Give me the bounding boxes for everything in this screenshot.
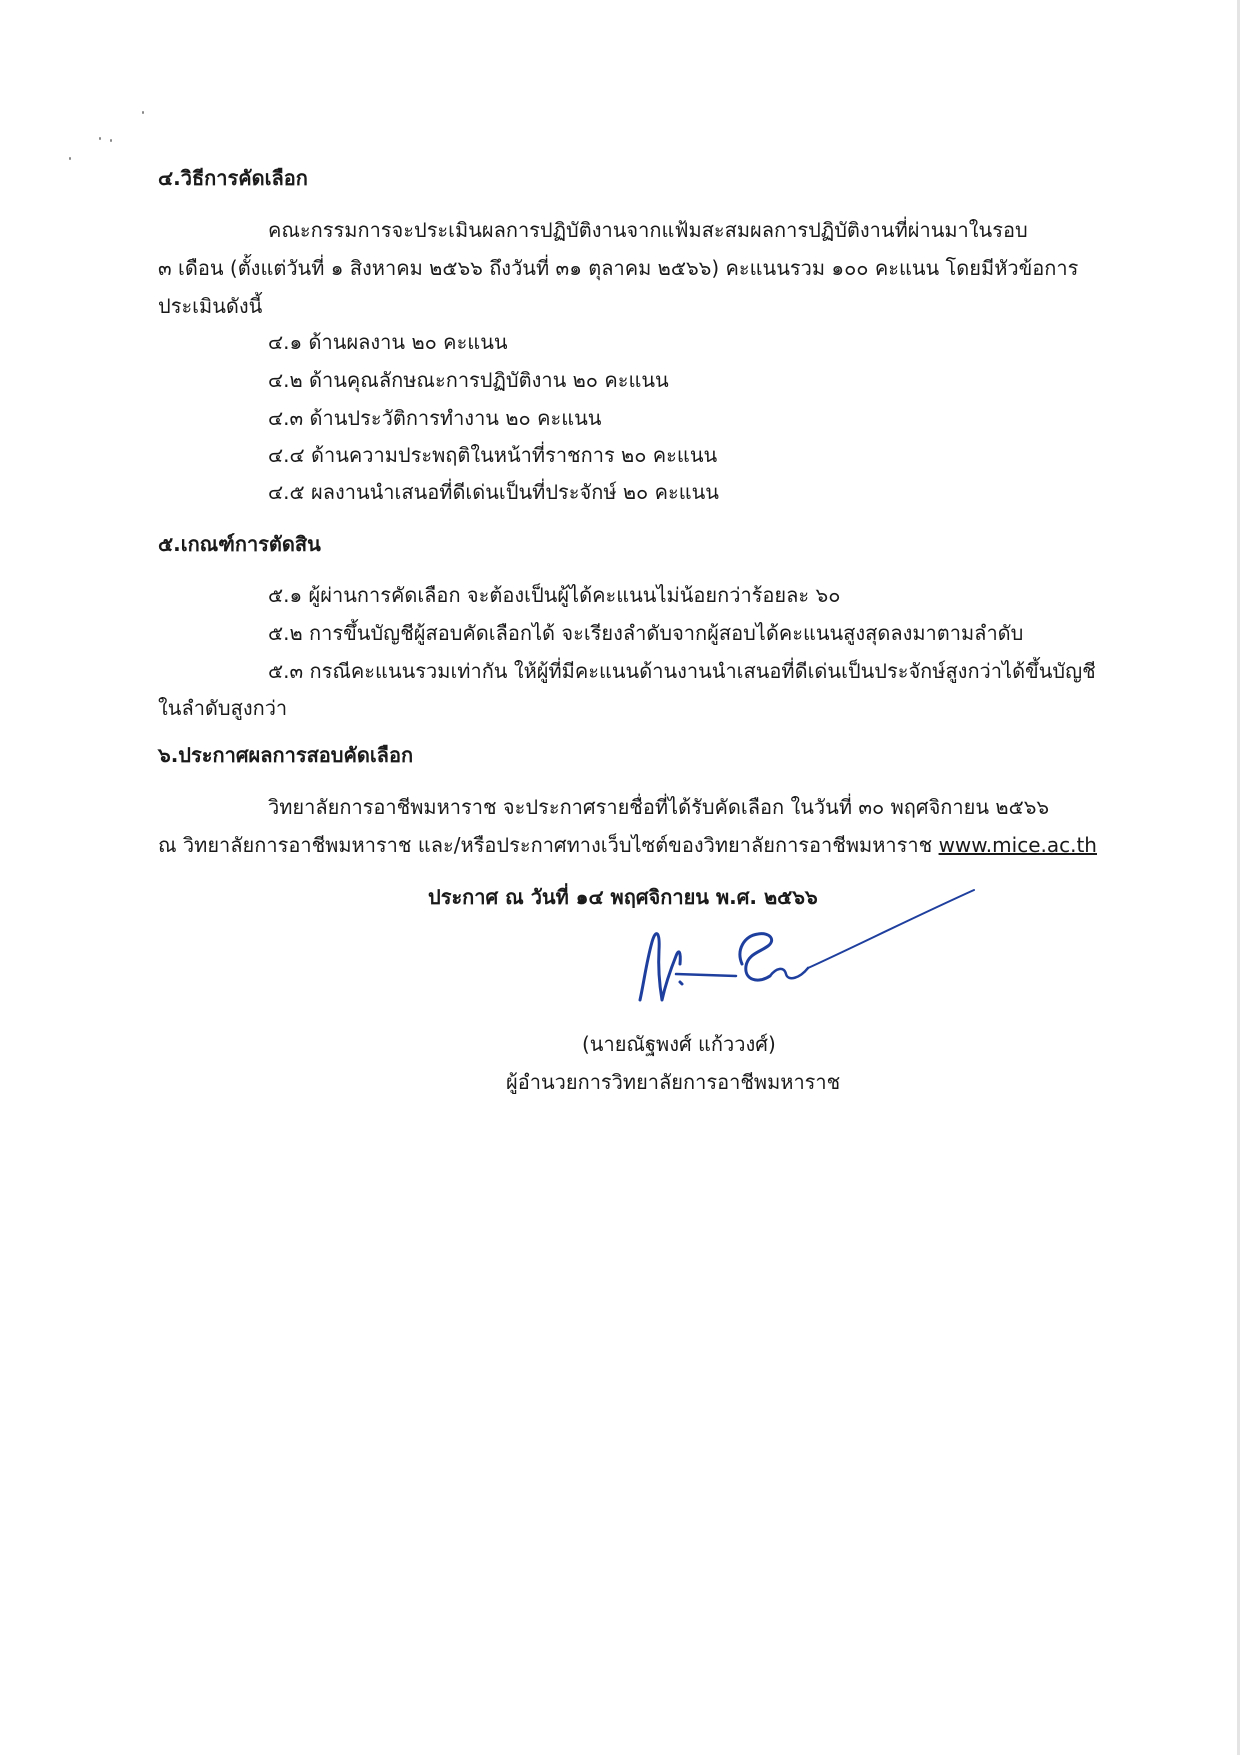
scan-speck: [69, 157, 71, 160]
section5-item: ๕.๑ ผู้ผ่านการคัดเลือก จะต้องเป็นผู้ได้คะแนนไม่น้อยกว่าร้อยละ ๖๐: [268, 583, 841, 607]
section5-item: ๕.๓ กรณีคะแนนรวมเท่ากัน ให้ผู้ที่มีคะแนนด้านงานนำเสนอที่ดีเด่นเป็นประจักษ์สูงกว่าได้ขึ้นบัญชี: [268, 659, 1096, 683]
section4-item: ๔.๕ ผลงานนำเสนอที่ดีเด่นเป็นที่ประจักษ์ ๒๐ คะแนน: [268, 480, 719, 504]
section4-item: ๔.๑ ด้านผลงาน ๒๐ คะแนน: [268, 330, 508, 354]
signer-name: (นายณัฐพงศ์ แก้ววงศ์): [582, 1032, 776, 1056]
signature-image: [620, 880, 980, 1015]
signature-strokes: [640, 890, 974, 1000]
section4-paragraph-line: คณะกรรมการจะประเมินผลการปฏิบัติงานจากแฟ้มสะสมผลการปฏิบัติงานที่ผ่านมาในรอบ: [268, 218, 1028, 242]
scan-speck: [142, 111, 144, 114]
section4-item: ๔.๒ ด้านคุณลักษณะการปฏิบัติงาน ๒๐ คะแนน: [268, 368, 669, 392]
announcement-date: ประกาศ ณ วันที่ ๑๔ พฤศจิกายน พ.ศ. ๒๕๖๖: [428, 885, 818, 909]
section4-item: ๔.๓ ด้านประวัติการทำงาน ๒๐ คะแนน: [268, 406, 602, 430]
section6-line: วิทยาลัยการอาชีพมหาราช จะประกาศรายชื่อที่ได้รับคัดเลือก ในวันที่ ๓๐ พฤศจิกายน ๒๕๖๖: [268, 795, 1050, 819]
website-link[interactable]: www.mice.ac.th: [938, 833, 1097, 857]
scan-speck: [99, 137, 101, 140]
section4-paragraph-line: ๓ เดือน (ตั้งแต่วันที่ ๑ สิงหาคม ๒๕๖๖ ถึงวันที่ ๓๑ ตุลาคม ๒๕๖๖) คะแนนรวม ๑๐๐ คะแนน โดยมีหัวข้อการ: [158, 256, 1079, 280]
scan-speck: [110, 139, 112, 142]
section6-line-text: ณ วิทยาลัยการอาชีพมหาราช และ/หรือประกาศทางเว็บไซต์ของวิทยาลัยการอาชีพมหาราช: [158, 833, 933, 857]
section6-heading: ๖.ประกาศผลการสอบคัดเลือก: [158, 743, 414, 767]
section4-heading: ๔.วิธีการคัดเลือก: [158, 166, 308, 190]
section5-item-continuation: ในลำดับสูงกว่า: [158, 696, 288, 720]
section5-item: ๕.๒ การขึ้นบัญชีผู้สอบคัดเลือกได้ จะเรียงลำดับจากผู้สอบได้คะแนนสูงสุดลงมาตามลำดับ: [268, 621, 1024, 645]
signer-title: ผู้อำนวยการวิทยาลัยการอาชีพมหาราช: [506, 1070, 841, 1094]
section4-paragraph-line: ประเมินดังนี้: [158, 294, 263, 318]
section5-heading: ๕.เกณฑ์การตัดสิน: [158, 532, 321, 556]
section6-line: [158, 833, 1097, 857]
section4-item: ๔.๔ ด้านความประพฤติในหน้าที่ราชการ ๒๐ คะแนน: [268, 443, 718, 467]
